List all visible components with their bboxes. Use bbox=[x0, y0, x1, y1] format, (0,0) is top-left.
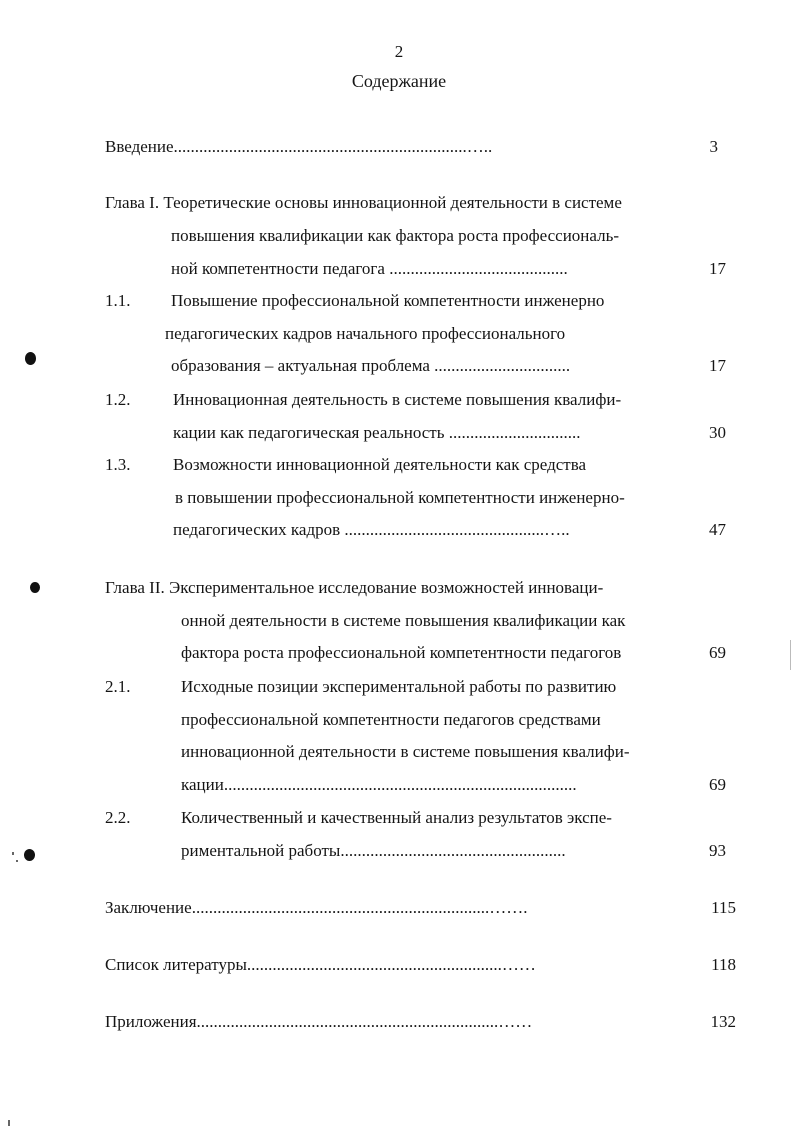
toc-chapter1-line3: ной компетентности педагога .......................................... bbox=[171, 259, 568, 278]
toc-entry-conclusion: Заключение......................................................................……. bbox=[105, 898, 528, 917]
toc-page-section-2-2: 93 bbox=[709, 841, 726, 860]
toc-section-number-1-2: 1.2. bbox=[105, 390, 131, 409]
toc-section-1-1-line2: педагогических кадров начального профессионального bbox=[165, 324, 566, 343]
toc-chapter2-line3: фактора роста профессиональной компетентности педагогов bbox=[181, 643, 622, 662]
toc-entry-appendix: Приложения.......................................................................…… bbox=[105, 1012, 533, 1031]
toc-chapter2-line2: онной деятельности в системе повышения квалификации как bbox=[181, 611, 626, 630]
toc-section-1-1-line1: Повышение профессиональной компетентности инженерно bbox=[171, 291, 605, 310]
toc-section-2-2-line1: Количественный и качественный анализ результатов экспе- bbox=[181, 808, 612, 827]
toc-section-2-1-line4: кации................................................................................... bbox=[181, 775, 577, 794]
punch-hole-mark bbox=[30, 582, 40, 593]
toc-page-section-1-1: 17 bbox=[709, 356, 726, 375]
toc-page-section-2-1: 69 bbox=[709, 775, 726, 794]
toc-section-number-2-1: 2.1. bbox=[105, 677, 131, 696]
toc-section-1-3-line2: в повышении профессиональной компетентности инженерно- bbox=[175, 488, 625, 507]
punch-hole-mark bbox=[25, 352, 36, 365]
toc-section-2-1-line2: профессиональной компетентности педагогов средствами bbox=[181, 710, 601, 729]
toc-page-chapter2: 69 bbox=[709, 643, 726, 662]
toc-page-conclusion: 115 bbox=[711, 898, 736, 917]
scan-speck bbox=[790, 640, 791, 670]
toc-page-section-1-2: 30 bbox=[709, 423, 726, 442]
toc-section-number-1-3: 1.3. bbox=[105, 455, 131, 474]
page-title: Содержание bbox=[351, 71, 447, 91]
toc-section-1-3-line1: Возможности инновационной деятельности как средства bbox=[173, 455, 587, 474]
toc-section-1-2-line2: кации как педагогическая реальность ............................... bbox=[173, 423, 581, 442]
toc-page-appendix: 132 bbox=[710, 1012, 736, 1031]
scan-speck bbox=[16, 860, 18, 862]
toc-entry-references: Список литературы............................................................…… bbox=[105, 955, 536, 974]
toc-section-number-1-1: 1.1. bbox=[105, 291, 131, 310]
toc-section-1-1-line3: образования – актуальная проблема ................................ bbox=[171, 356, 571, 375]
toc-chapter1-line1: Глава I. Теоретические основы инновационной деятельности в системе bbox=[105, 193, 622, 212]
page-number: 2 bbox=[394, 42, 404, 61]
toc-section-1-3-line3: педагогических кадров ...............................................….. bbox=[173, 520, 570, 539]
toc-page-intro: 3 bbox=[709, 137, 718, 156]
toc-chapter1-line2: повышения квалификации как фактора роста профессиональ- bbox=[171, 226, 620, 245]
toc-page-section-1-3: 47 bbox=[709, 520, 726, 539]
toc-entry-intro: Введение.....................................................................….. bbox=[105, 137, 493, 156]
toc-page-chapter1: 17 bbox=[709, 259, 726, 278]
toc-chapter2-line1: Глава II. Экспериментальное исследование возможностей инноваци- bbox=[105, 578, 604, 597]
toc-section-2-1-line1: Исходные позиции экспериментальной работы по развитию bbox=[181, 677, 617, 696]
scan-speck bbox=[8, 1120, 10, 1126]
toc-section-number-2-2: 2.2. bbox=[105, 808, 131, 827]
toc-section-2-2-line2: риментальной работы..................................................... bbox=[181, 841, 566, 860]
toc-section-2-1-line3: инновационной деятельности в системе повышения квалифи- bbox=[181, 742, 630, 761]
scan-speck bbox=[12, 852, 14, 855]
toc-page-references: 118 bbox=[711, 955, 736, 974]
toc-section-1-2-line1: Инновационная деятельность в системе повышения квалифи- bbox=[173, 390, 622, 409]
punch-hole-mark bbox=[24, 849, 35, 861]
